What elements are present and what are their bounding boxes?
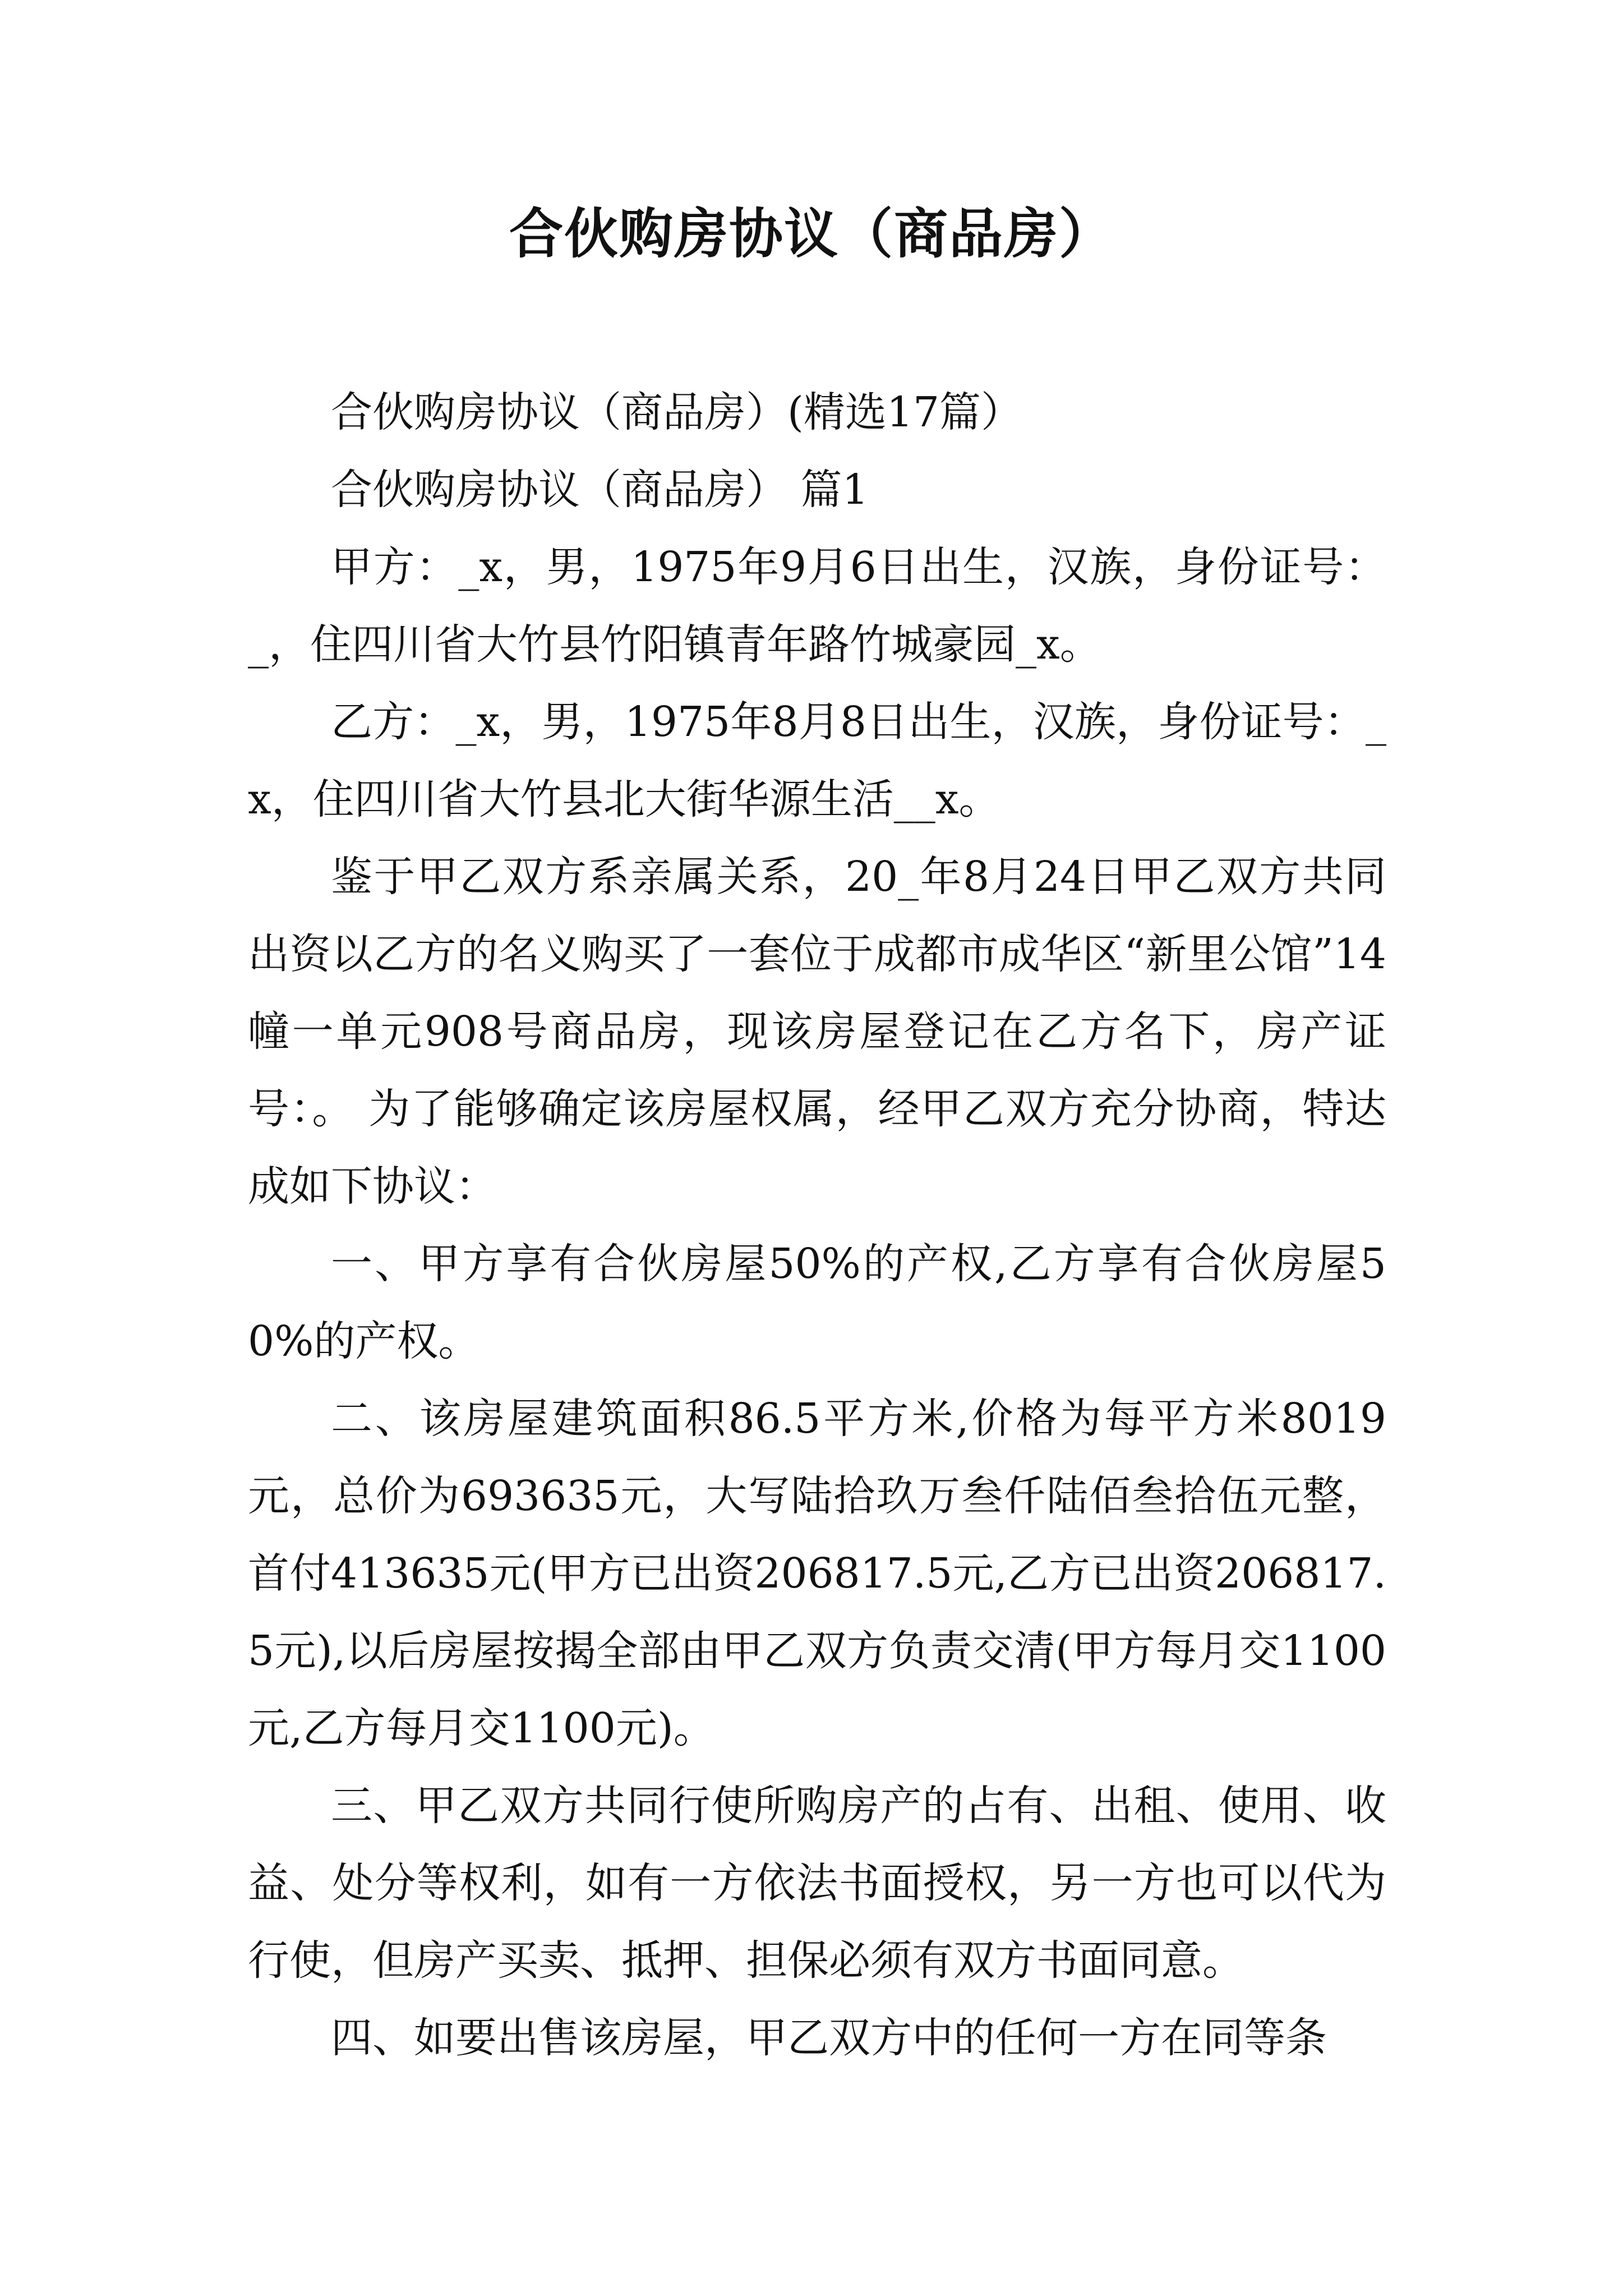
party-a-paragraph: 甲方：_x，男，1975年9月6日出生，汉族，身份证号：_，住四川省大竹县竹阳镇青年路竹城豪园_x。 (248, 543, 1386, 669)
document-title: 合伙购房协议（商品房） (509, 202, 1114, 265)
clause-4-paragraph: 四、如要出售该房屋，甲乙双方中的任何一方在同等条 (331, 2014, 1327, 2062)
party-b-paragraph: 乙方：_x，男，1975年8月8日出生，汉族，身份证号：_x，住四川省大竹县北大街华源生活__x。 (248, 698, 1386, 823)
section-heading: 合伙购房协议（商品房） 篇1 (331, 466, 869, 514)
clause-3-paragraph: 三、甲乙双方共同行使所购房产的占有、出租、使用、收益、处分等权利，如有一方依法书面授权，另一方也可以代为行使，但房产买卖、抵押、担保必须有双方书面同意。 (248, 1782, 1386, 1985)
subtitle-line: 合伙购房协议（商品房）(精选17篇） (331, 388, 1023, 436)
document-body (248, 374, 1386, 2077)
clause-2-paragraph: 二、该房屋建筑面积86.5平方米,价格为每平方米8019元，总价为693635元，大写陆拾玖万叁仟陆佰叁拾伍元整，首付413635元(甲方已出资206817.5元,乙方已出资206817.5元),以后房屋按揭全部由甲乙双方负责交清(甲方每月交1100元,乙方每月交1100元)。 (248, 1395, 1386, 1752)
preamble-paragraph: 鉴于甲乙双方系亲属关系，20_年8月24日甲乙双方共同出资以乙方的名义购买了一套位于成都市成华区“新里公馆”14幢一单元908号商品房，现该房屋登记在乙方名下，房产证号：。 为了能够确定该房屋权属，经甲乙双方充分协商，特达成如下协议： (248, 853, 1386, 1211)
clause-1-paragraph: 一、甲方享有合伙房屋50%的产权,乙方享有合伙房屋50%的产权。 (248, 1240, 1386, 1365)
